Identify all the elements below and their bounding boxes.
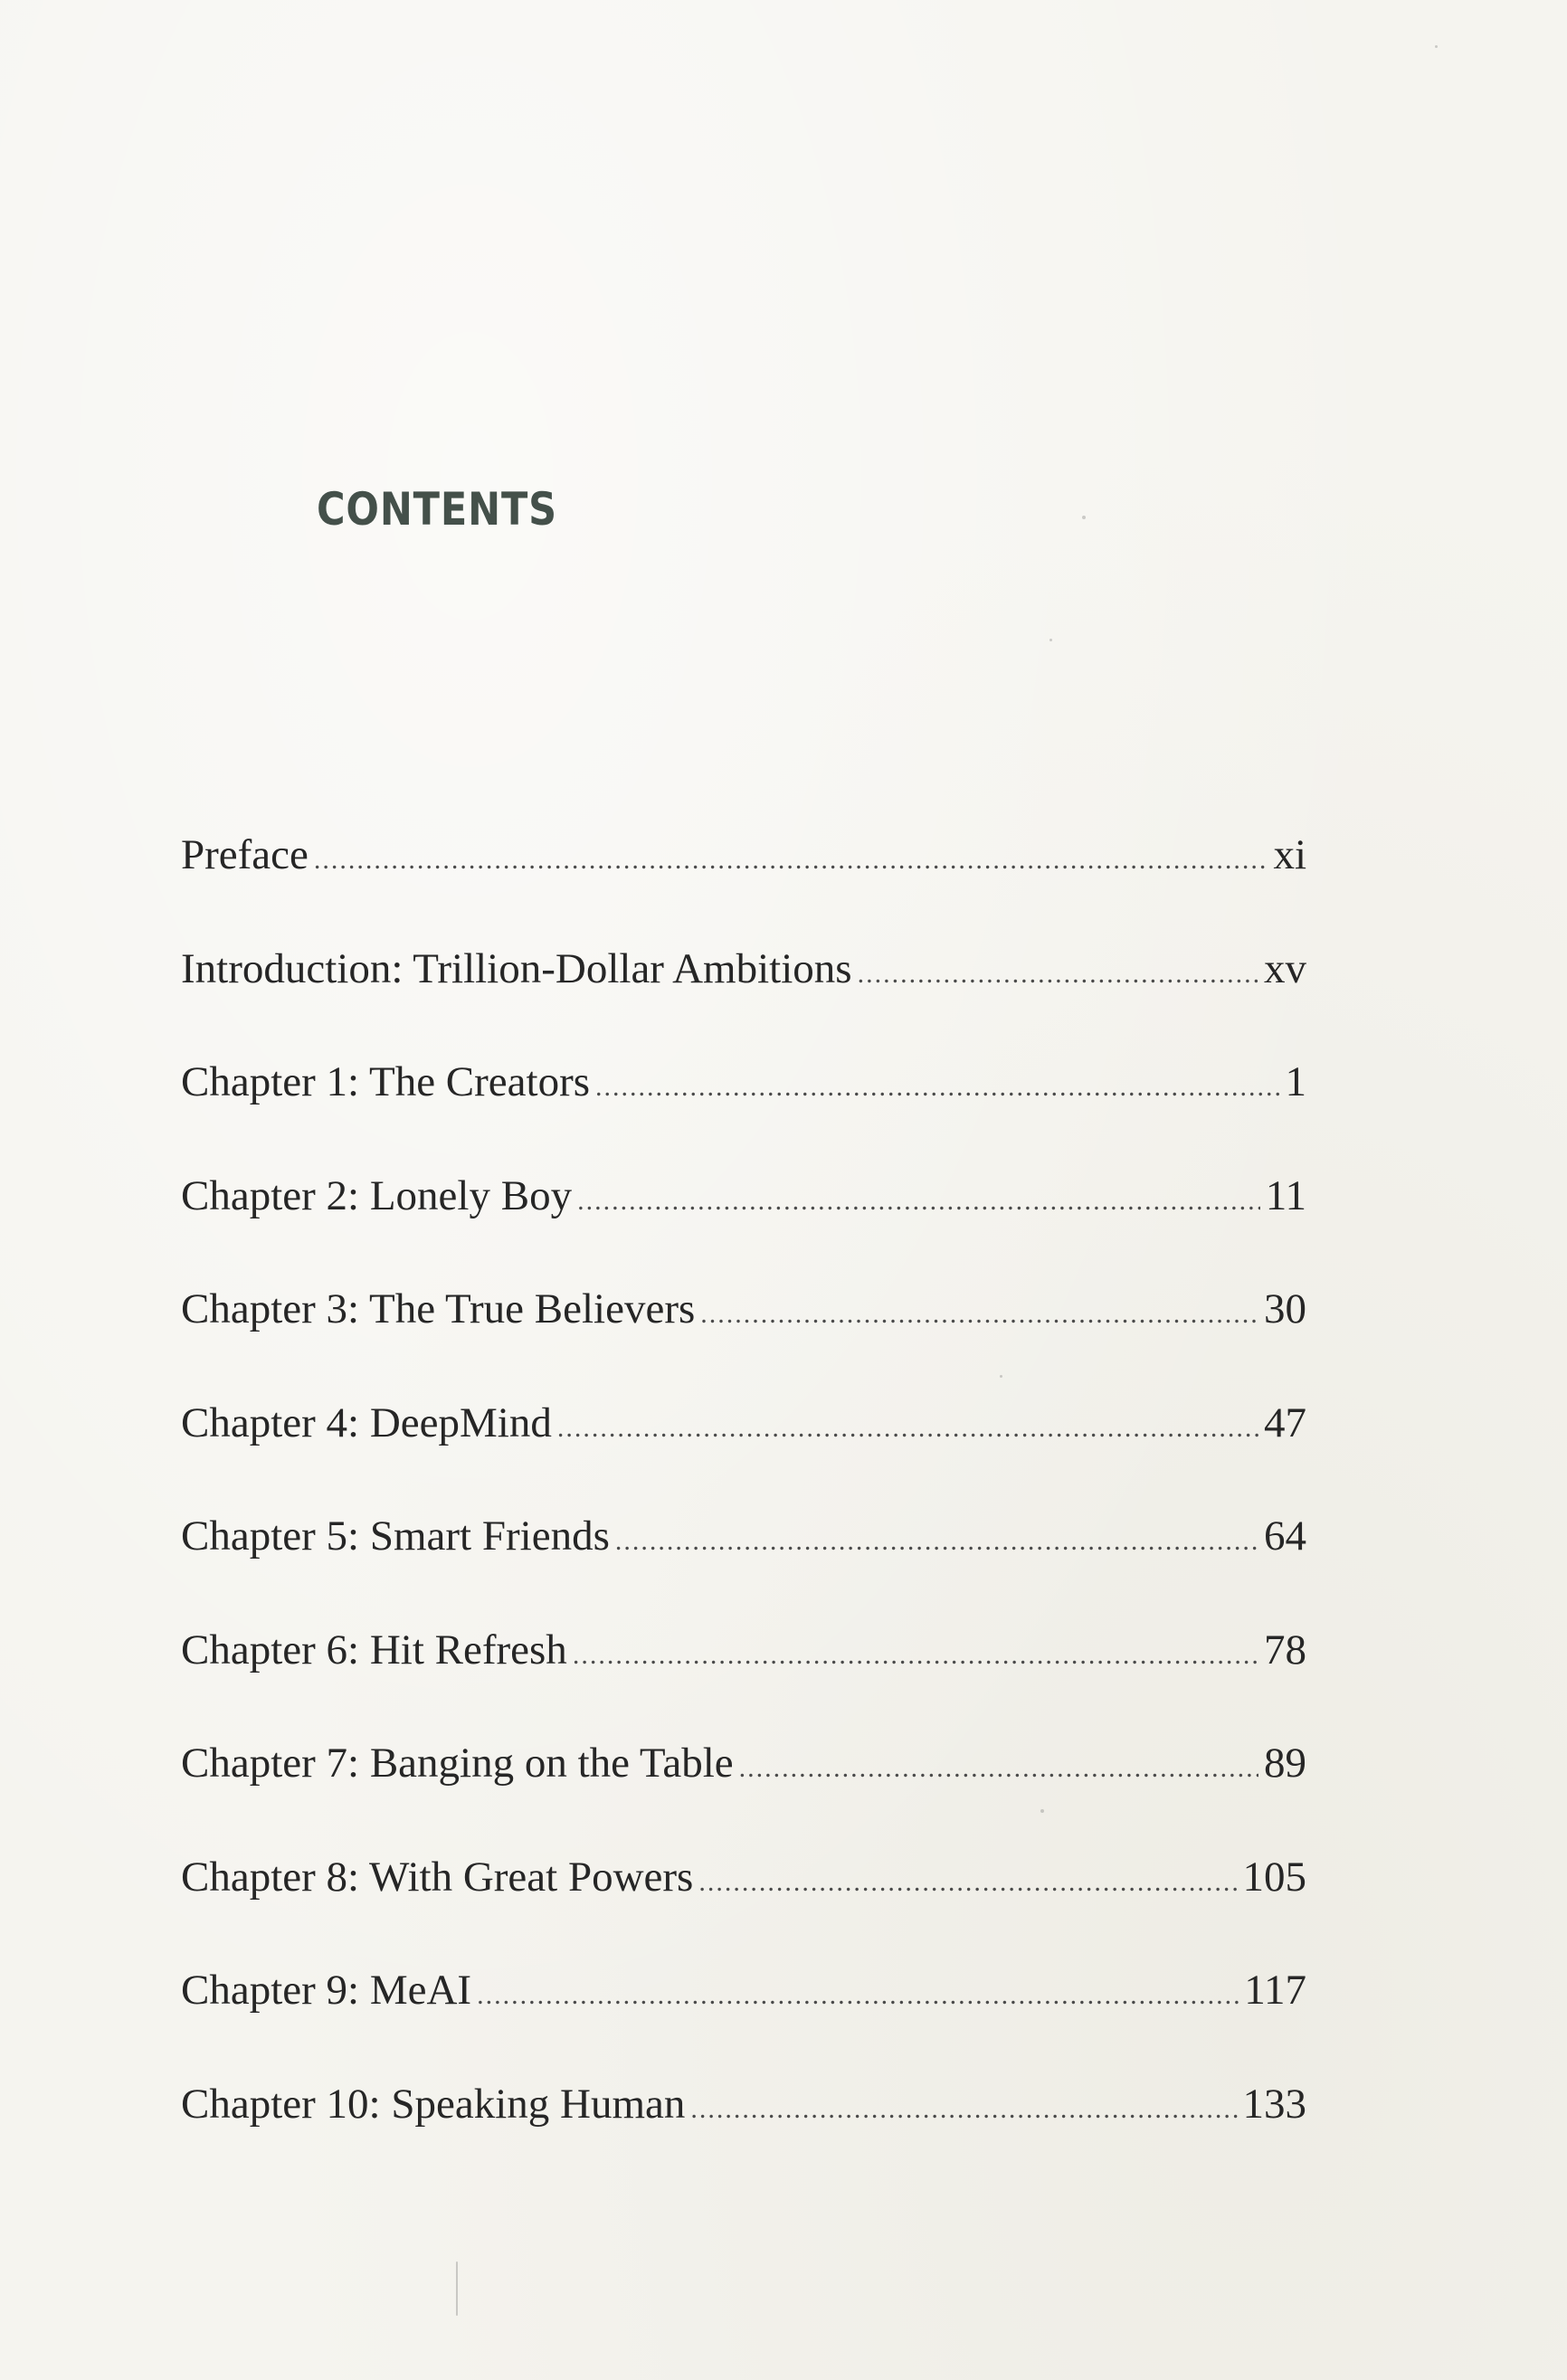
toc-entry-preface [181,830,1306,944]
toc-entry-chapter-3 [181,1285,1306,1399]
dot-leader [739,1753,1258,1784]
toc-entry-page-number: 1 [1285,1058,1306,1105]
toc-entry-page-number: 47 [1264,1399,1306,1446]
toc-entry-page-number: 117 [1244,1967,1306,2014]
dot-leader [477,1980,1239,2011]
toc-entry-chapter-1 [181,1057,1306,1171]
paper-speck [1082,516,1086,519]
toc-entry-page-number: 30 [1264,1285,1306,1332]
toc-entry-chapter-8 [181,1853,1306,1967]
toc-entry-page-number: xv [1264,944,1306,992]
dot-leader [573,1640,1258,1671]
toc-entry-title: Chapter 6: Hit Refresh [181,1626,567,1674]
dot-leader [314,845,1268,876]
dot-leader [690,2094,1237,2125]
toc-entry-title: Chapter 8: With Great Powers [181,1853,694,1901]
dot-leader [557,1413,1258,1444]
toc-entry-title: Chapter 3: The True Believers [181,1285,696,1332]
toc-entry-title: Preface [181,831,309,878]
toc-entry-page-number: 133 [1242,2080,1306,2128]
toc-entry-chapter-9 [181,1966,1306,2080]
toc-entry-chapter-2 [181,1171,1306,1285]
paper-speck [456,2261,458,2316]
paper-speck [1435,45,1438,48]
table-of-contents [181,830,1306,2193]
toc-entry-page-number: 78 [1264,1626,1306,1674]
toc-entry-page-number: 105 [1242,1853,1306,1901]
toc-entry-introduction [181,944,1306,1058]
paper-speck [1040,1809,1044,1813]
toc-entry-title: Chapter 1: The Creators [181,1058,591,1105]
toc-entry-title: Chapter 4: DeepMind [181,1399,552,1446]
toc-entry-chapter-10 [181,2080,1306,2194]
dot-leader [577,1186,1260,1217]
paper-speck [1000,1375,1002,1378]
toc-entry-page-number: 64 [1264,1512,1306,1560]
dot-leader [698,1867,1237,1898]
contents-heading: CONTENTS [317,483,557,536]
toc-entry-chapter-7 [181,1739,1306,1853]
dot-leader [595,1072,1279,1103]
toc-entry-title: Chapter 5: Smart Friends [181,1512,610,1560]
toc-entry-page-number: 89 [1264,1740,1306,1787]
paper-speck [1049,639,1052,641]
toc-entry-page-number: 11 [1265,1171,1306,1219]
toc-entry-title: Chapter 10: Speaking Human [181,2080,686,2128]
dot-leader [700,1299,1258,1330]
toc-entry-title: Introduction: Trillion-Dollar Ambitions [181,944,852,992]
toc-entry-chapter-6 [181,1626,1306,1740]
toc-entry-page-number: xi [1273,831,1306,878]
toc-entry-chapter-4 [181,1399,1306,1512]
toc-entry-title: Chapter 7: Banging on the Table [181,1740,734,1787]
toc-entry-title: Chapter 2: Lonely Boy [181,1171,573,1219]
dot-leader [615,1526,1258,1557]
dot-leader [858,959,1258,990]
toc-entry-chapter-5 [181,1512,1306,1626]
toc-entry-title: Chapter 9: MeAI [181,1967,472,2014]
